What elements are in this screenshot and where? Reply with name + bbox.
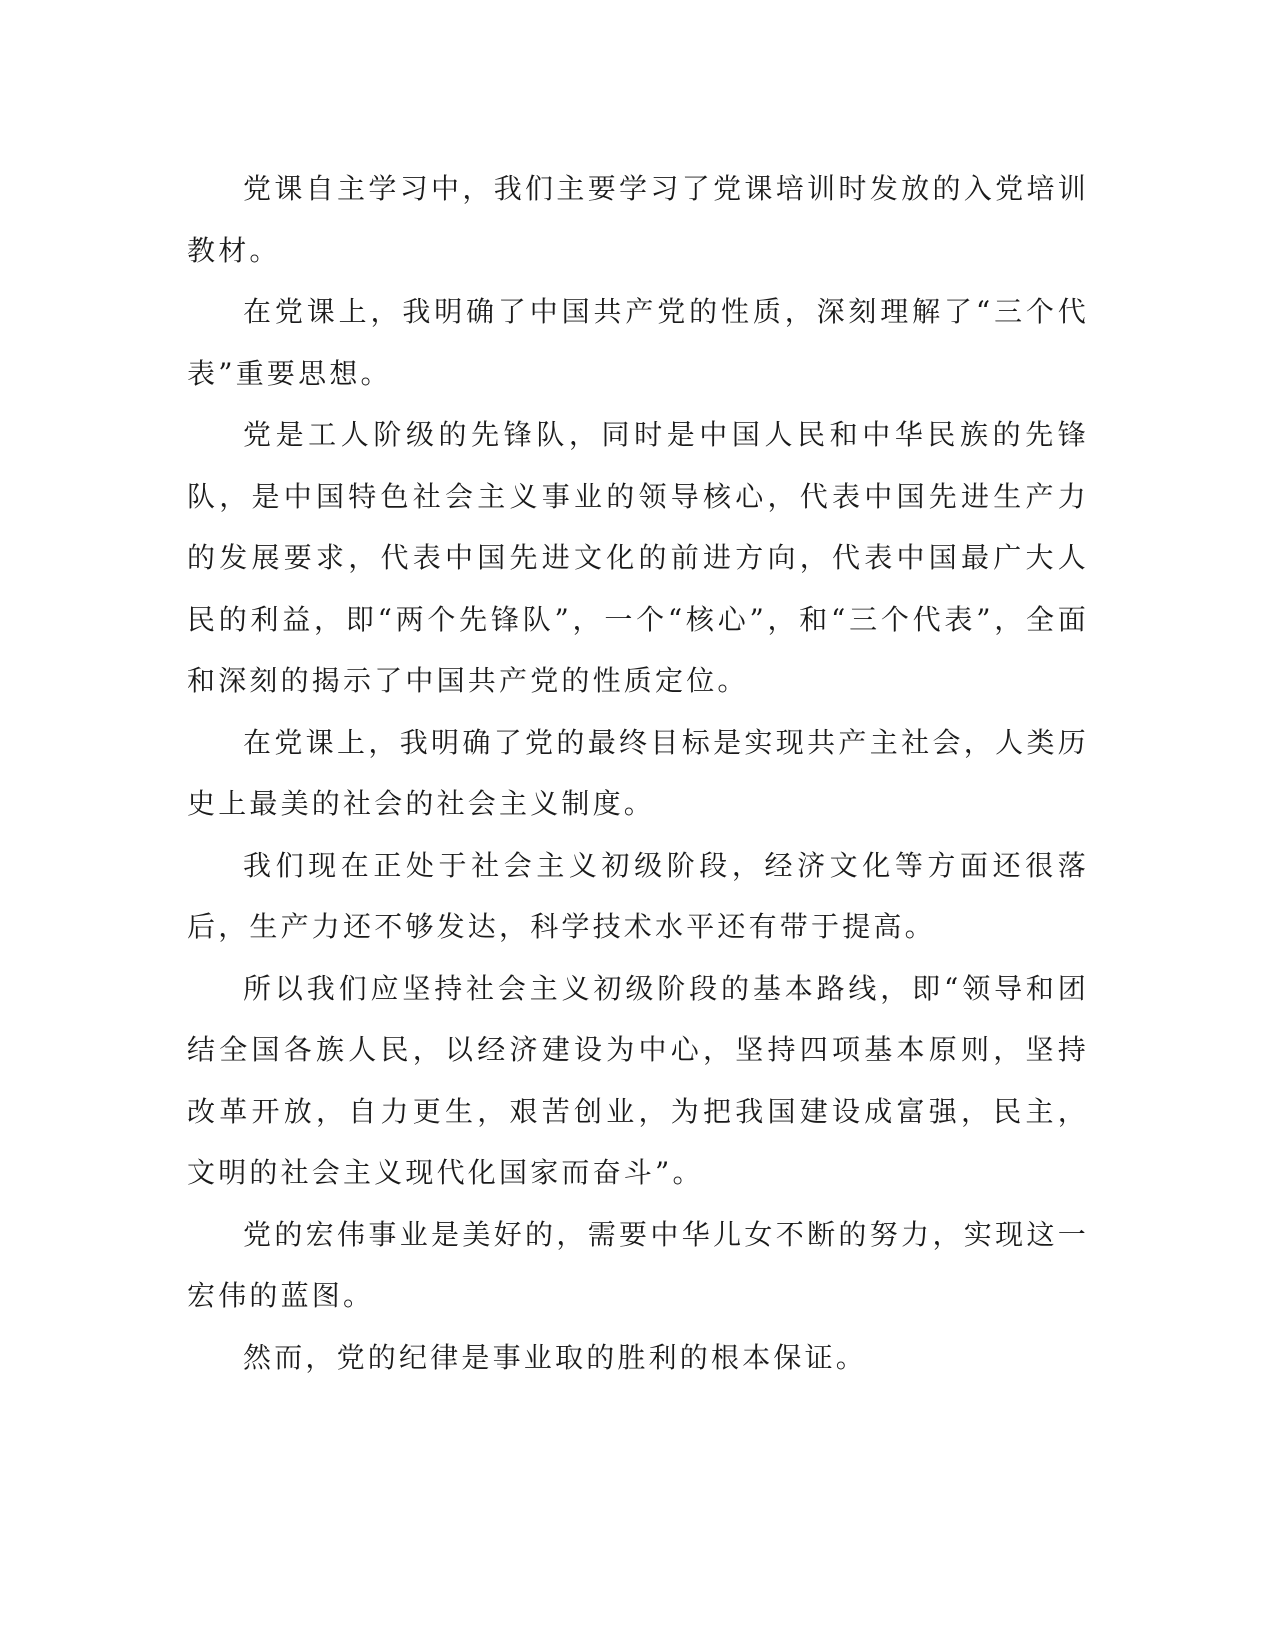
- paragraph-8: 然而，党的纪律是事业取的胜利的根本保证。: [243, 1340, 868, 1374]
- paragraph-5: 我们现在正处于社会主义初级阶段，经济文化等方面还很落后，生产力还不够发达，科学技术水平还有带于提高。: [187, 848, 1089, 943]
- paragraph-2: 在党课上，我明确了中国共产党的性质，深刻理解了“三个代表”重要思想。: [187, 295, 1089, 390]
- paragraph-3: 党是工人阶级的先锋队，同时是中国人民和中华民族的先锋队，是中国特色社会主义事业的领导核心，代表中国先进生产力的发展要求，代表中国先进文化的前进方向，代表中国最广大人民的利益，即“两个先锋队”，一个“核心”，和“三个代表”，全面和深刻的揭示了中国共产党的性质定位。: [187, 418, 1089, 697]
- paragraph-1: 党课自主学习中，我们主要学习了党课培训时发放的入党培训教材。: [187, 172, 1089, 267]
- paragraph-4: 在党课上，我明确了党的最终目标是实现共产主社会，人类历史上最美的社会的社会主义制度。: [187, 725, 1089, 820]
- paragraph-6: 所以我们应坚持社会主义初级阶段的基本路线，即“领导和团结全国各族人民，以经济建设为中心，坚持四项基本原则，坚持改革开放，自力更生，艰苦创业，为把我国建设成富强，民主，文明的社会主义现代化国家而奋斗”。: [187, 971, 1089, 1189]
- document-body: [187, 158, 1089, 1388]
- paragraph-7: 党的宏伟事业是美好的，需要中华儿女不断的努力，实现这一宏伟的蓝图。: [187, 1217, 1089, 1312]
